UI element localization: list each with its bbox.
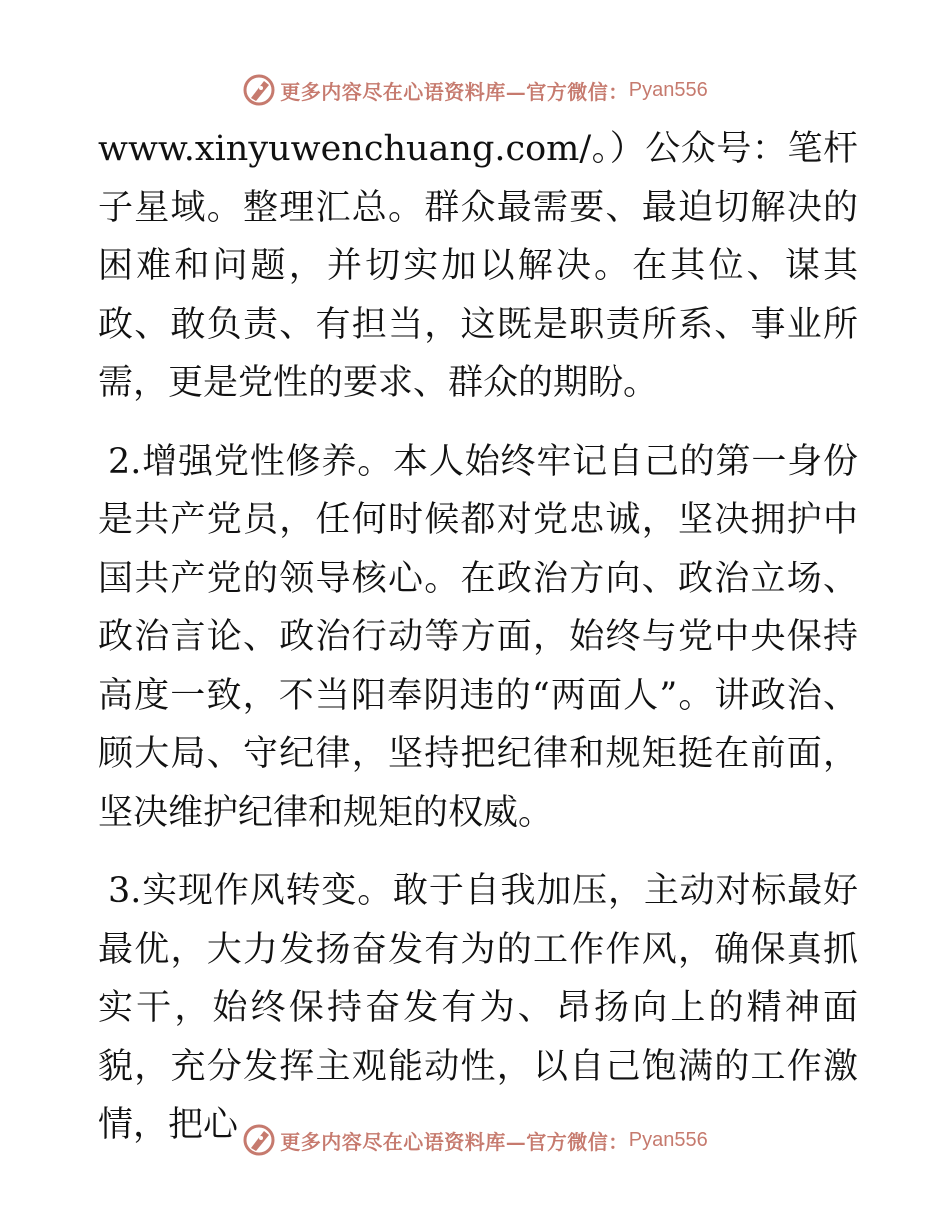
paragraph-3: 3.实现作风转变。敢于自我加压，主动对标最好最优，大力发扬奋发有为的工作作风，确保真抓实干，始终保持奋发有为、昂扬向上的精神面貌，充分发挥主观能动性，以自己饱满的工作激情，把心 bbox=[98, 871, 858, 1145]
paragraph-2: 2.增强党性修养。本人始终牢记自己的第一身份是共产党员，任何时候都对党忠诚，坚决拥护中国共产党的领导核心。在政治方向、政治立场、政治言论、政治行动等方面，始终与党中央保持高度一致，不当阳奉阴违的“两面人”。讲政治、顾大局、守纪律，坚持把纪律和规矩挺在前面，坚决维护纪律和规矩的权威。 bbox=[98, 441, 858, 833]
pen-nib-circle-icon bbox=[242, 1123, 276, 1157]
header-watermark bbox=[0, 70, 950, 110]
watermark-text: 更多内容尽在心语资料库—官方微信： bbox=[280, 1129, 629, 1154]
watermark-account: Pyan556 bbox=[628, 1128, 708, 1151]
paragraph-1: www.xinyuwenchuang.com/。）公众号：笔杆子星域。整理汇总。群众最需要、最迫切解决的困难和问题，并切实加以解决。在其位、谋其政、敢负责、有担当，这既是职责所系、事业所需，更是党性的要求、群众的期盼。 bbox=[98, 129, 858, 403]
document-body bbox=[98, 120, 858, 1155]
pen-nib-circle-icon bbox=[242, 73, 276, 107]
watermark-text: 更多内容尽在心语资料库—官方微信： bbox=[280, 79, 629, 104]
watermark-account: Pyan556 bbox=[628, 78, 708, 101]
footer-watermark bbox=[0, 1120, 950, 1160]
